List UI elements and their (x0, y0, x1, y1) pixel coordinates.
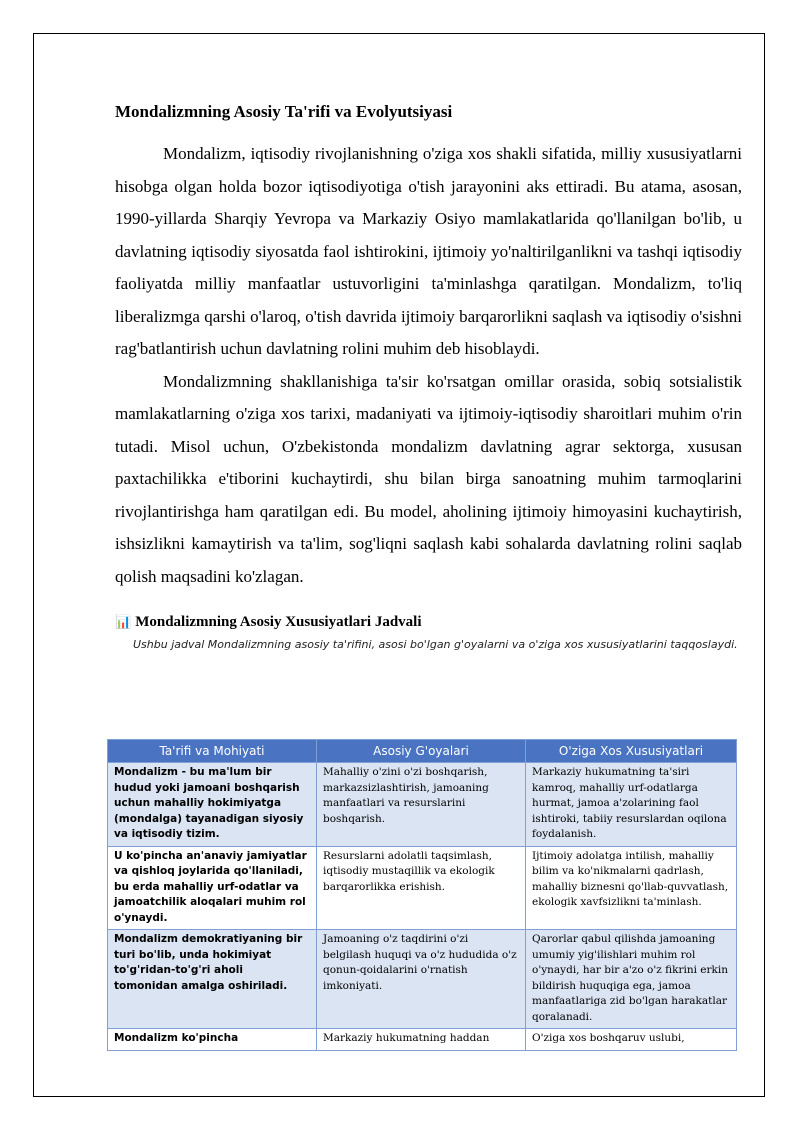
section-heading: Mondalizmning Asosiy Ta'rifi va Evolyutsiyasi (115, 102, 453, 121)
table-cell-features: Markaziy hukumatning ta'siri kamroq, mahalliy urf-odatlarga hurmat, jamoa a'zolarining faol ishtiroki, tabiiy resurslardan oqilona foydalanish. (526, 763, 737, 847)
table-cell-features: O'ziga xos boshqaruv uslubi, (526, 1029, 737, 1051)
header-definition: Ta'rifi va Mohiyati (108, 740, 317, 763)
table-header-row (108, 740, 737, 763)
table-title (115, 611, 742, 633)
table-cell-definition: Mondalizm demokratiyaning bir turi bo'lib, unda hokimiyat to'g'ridan-to'g'ri aholi tomonidan amalga oshiriladi. (108, 930, 317, 1029)
table-cell-ideas: Jamoaning o'z taqdirini o'zi belgilash huquqi va o'z hududida o'z qonun-qoidalarini o'rnatish imkoniyati. (317, 930, 526, 1029)
table-cell-features: Qarorlar qabul qilishda jamoaning umumiy yig'ilishlari muhim rol o'ynaydi, har bir a'zo o'z fikrini erkin bildirish huquqiga ega, jamoa manfaatlariga zid bo'lgan harakatlar qoralanadi. (526, 930, 737, 1029)
bar-chart-icon: 📊 (115, 614, 132, 629)
table-cell-ideas: Mahalliy o'zini o'zi boshqarish, markazsizlashtirish, jamoaning manfaatlari va resurslarini boshqarish. (317, 763, 526, 847)
paragraph-2: Mondalizmning shakllanishiga ta'sir ko'rsatgan omillar orasida, sobiq sotsialistik mamlakatlarning o'ziga xos tarixi, madaniyati va ijtimoiy-iqtisodiy sharoitlari muhim o'rin tutadi. Misol uchun, O'zbekistonda mondalizm davlatning agrar sektorga, xususan paxtachilikka e'tiborini kuchaytirdi, shu bilan birga sanoatning muhim tarmoqlarini rivojlantirishga ham qaratilgan edi. Bu model, aholining ijtimoiy himoyasini kuchaytirish, ishsizlikni kamaytirish va ta'lim, sog'liqni saqlash kabi sohalarda davlatning rolini saqlab qolish maqsadini ko'zlagan. (115, 371, 742, 586)
features-table (107, 739, 737, 1051)
table-caption: Ushbu jadval Mondalizmning asosiy ta'rifini, asosi bo'lgan g'oyalarni va o'ziga xos xususiyatlarini taqqoslaydi. (133, 638, 738, 651)
paragraph-1: Mondalizm, iqtisodiy rivojlanishning o'ziga xos shakli sifatida, milliy xususiyatlarni hisobga olgan holda bozor iqtisodiyotiga o'tish jarayonini aks ettiradi. Bu atama, asosan, 1990-yillarda Sharqiy Yevropa va Markaziy Osiyo mamlakatlarida qo'llanilgan bo'lib, u davlatning iqtisodiy siyosatda faol ishtirokini, ijtimoiy yo'naltirilganlikni va tashqi iqtisodiy faoliyatda milliy manfaatlar ustuvorligini ta'minlashga qaratilgan. Mondalizm, to'liq liberalizmga qarshi o'laroq, o'tish davrida ijtimoiy barqarorlikni saqlash va iqtisodiy o'sishni rag'batlantirish uchun davlatning rolini muhim deb hisoblaydi. (115, 144, 742, 358)
header-main-ideas: Asosiy G'oyalari (317, 740, 526, 763)
header-features: O'ziga Xos Xususiyatlari (526, 740, 737, 763)
table-cell-definition: Mondalizm ko'pincha (108, 1029, 317, 1051)
table-row (108, 763, 737, 847)
table-cell-features: Ijtimoiy adolatga intilish, mahalliy bilim va ko'nikmalarni qadrlash, mahalliy biznesni qo'llab-quvvatlash, ekologik xavfsizlikni ta'minlash. (526, 846, 737, 930)
document-body (115, 100, 742, 661)
table-cell-ideas: Resurslarni adolatli taqsimlash, iqtisodiy mustaqillik va ekologik barqarorlikka erishish. (317, 846, 526, 930)
table-row (108, 930, 737, 1029)
table-cell-definition: U ko'pincha an'anaviy jamiyatlar va qishloq joylarida qo'llaniladi, bu erda mahalliy urf-odatlar va jamoatchilik aloqalari muhim rol o'ynaydi. (108, 846, 317, 930)
table-cell-ideas: Markaziy hukumatning haddan (317, 1029, 526, 1051)
table-row (108, 846, 737, 930)
table-title-text: Mondalizmning Asosiy Xususiyatlari Jadvali (135, 614, 422, 630)
table-row (108, 1029, 737, 1051)
table-cell-definition: Mondalizm - bu ma'lum bir hudud yoki jamoani boshqarish uchun mahalliy hokimiyatga (mondalga) tayanadigan siyosiy va iqtisodiy tizim. (108, 763, 317, 847)
